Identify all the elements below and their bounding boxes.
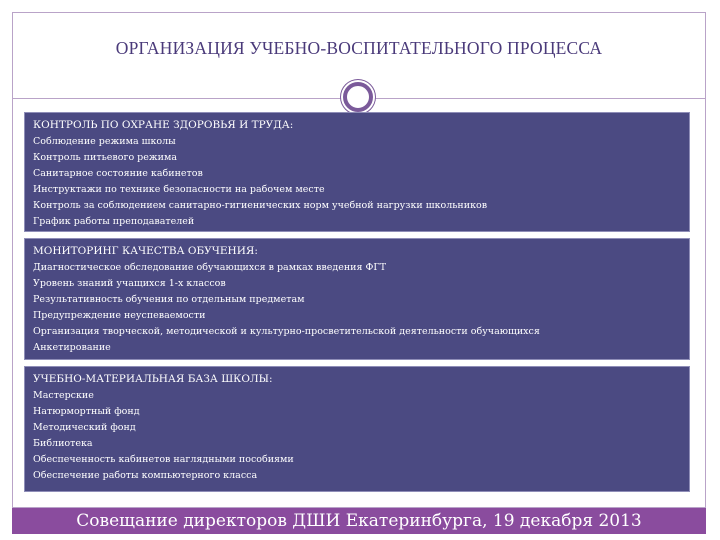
list-item: Предупреждение неуспеваемости — [33, 310, 206, 321]
list-item: Организация творческой, методической и культурно-просветительской деятельности обучающихся — [33, 326, 540, 337]
list-item: Методический фонд — [33, 422, 136, 433]
list-item: Результативность обучения по отдельным предметам — [33, 294, 305, 305]
list-item: Уровень знаний учащихся 1-х классов — [33, 278, 226, 289]
list-item: Обеспечение работы компьютерного класса — [33, 470, 258, 481]
footer-bar: Совещание директоров ДШИ Екатеринбурга, 19 декабря 2013 — [12, 508, 706, 534]
list-item: Соблюдение режима школы — [33, 136, 176, 147]
list-item: Контроль питьевого режима — [33, 152, 178, 163]
panel-heading: УЧЕБНО-МАТЕРИАЛЬНАЯ БАЗА ШКОЛЫ: — [33, 373, 273, 385]
list-item: Натюрмортный фонд — [33, 406, 140, 417]
slide-title: ОРГАНИЗАЦИЯ УЧЕБНО-ВОСПИТАТЕЛЬНОГО ПРОЦЕССА — [115, 38, 603, 58]
panel-heading: КОНТРОЛЬ ПО ОХРАНЕ ЗДОРОВЬЯ И ТРУДА: — [33, 119, 294, 131]
material-base-panel — [24, 366, 690, 492]
ring-ornament — [343, 82, 373, 112]
health-safety-panel — [24, 112, 690, 232]
list-item: Обеспеченность кабинетов наглядными пособиями — [33, 454, 294, 465]
list-item: Диагностическое обследование обучающихся в рамках введения ФГТ — [33, 262, 387, 273]
list-item: Мастерские — [33, 390, 94, 401]
list-item: Библиотека — [33, 438, 93, 449]
panel-heading: МОНИТОРИНГ КАЧЕСТВА ОБУЧЕНИЯ: — [33, 245, 258, 257]
list-item: График работы преподавателей — [33, 216, 195, 227]
list-item: Санитарное состояние кабинетов — [33, 168, 203, 179]
list-item: Инструктажи по технике безопасности на рабочем месте — [33, 184, 325, 195]
list-item: Анкетирование — [33, 342, 111, 353]
quality-monitoring-panel — [24, 238, 690, 360]
list-item: Контроль за соблюдением санитарно-гигиенических норм учебной нагрузки школьников — [33, 200, 488, 211]
